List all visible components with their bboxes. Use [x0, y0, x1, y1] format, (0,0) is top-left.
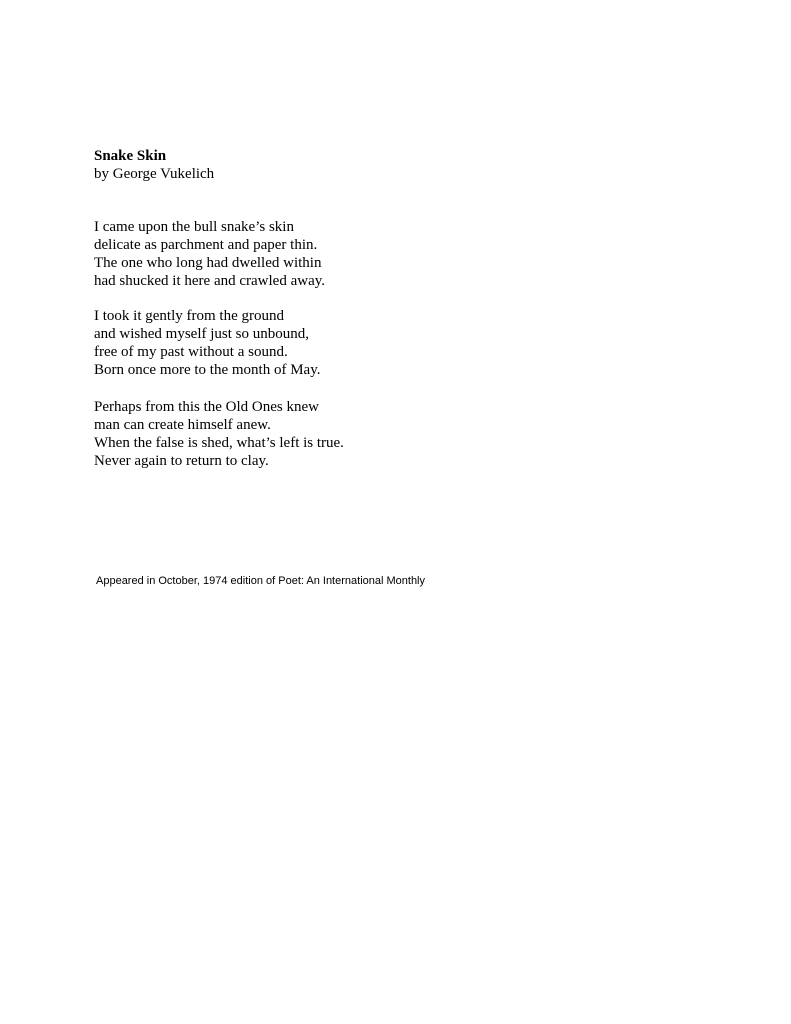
poem-line: delicate as parchment and paper thin.	[94, 237, 318, 253]
stanza-2	[94, 307, 320, 379]
poem-title: Snake Skin	[94, 148, 167, 164]
poem-line: Never again to return to clay.	[94, 453, 269, 469]
poem-line: and wished myself just so unbound,	[94, 326, 309, 342]
poem-line: The one who long had dwelled within	[94, 255, 322, 271]
poem-line: When the false is shed, what’s left is true.	[94, 435, 344, 451]
poem-line: Perhaps from this the Old Ones knew	[94, 399, 319, 415]
poem-line: I came upon the bull snake’s skin	[94, 219, 294, 235]
poem-line: man can create himself anew.	[94, 417, 271, 433]
poem-line: free of my past without a sound.	[94, 344, 288, 360]
poem-line: Born once more to the month of May.	[94, 362, 321, 378]
poem-author: by George Vukelich	[94, 166, 215, 182]
stanza-3	[94, 398, 344, 470]
poem-line: had shucked it here and crawled away.	[94, 273, 326, 289]
publication-note: Appeared in October, 1974 edition of Poet: An International Monthly	[96, 575, 426, 587]
stanza-1	[94, 218, 325, 290]
poem-line: I took it gently from the ground	[94, 308, 284, 324]
